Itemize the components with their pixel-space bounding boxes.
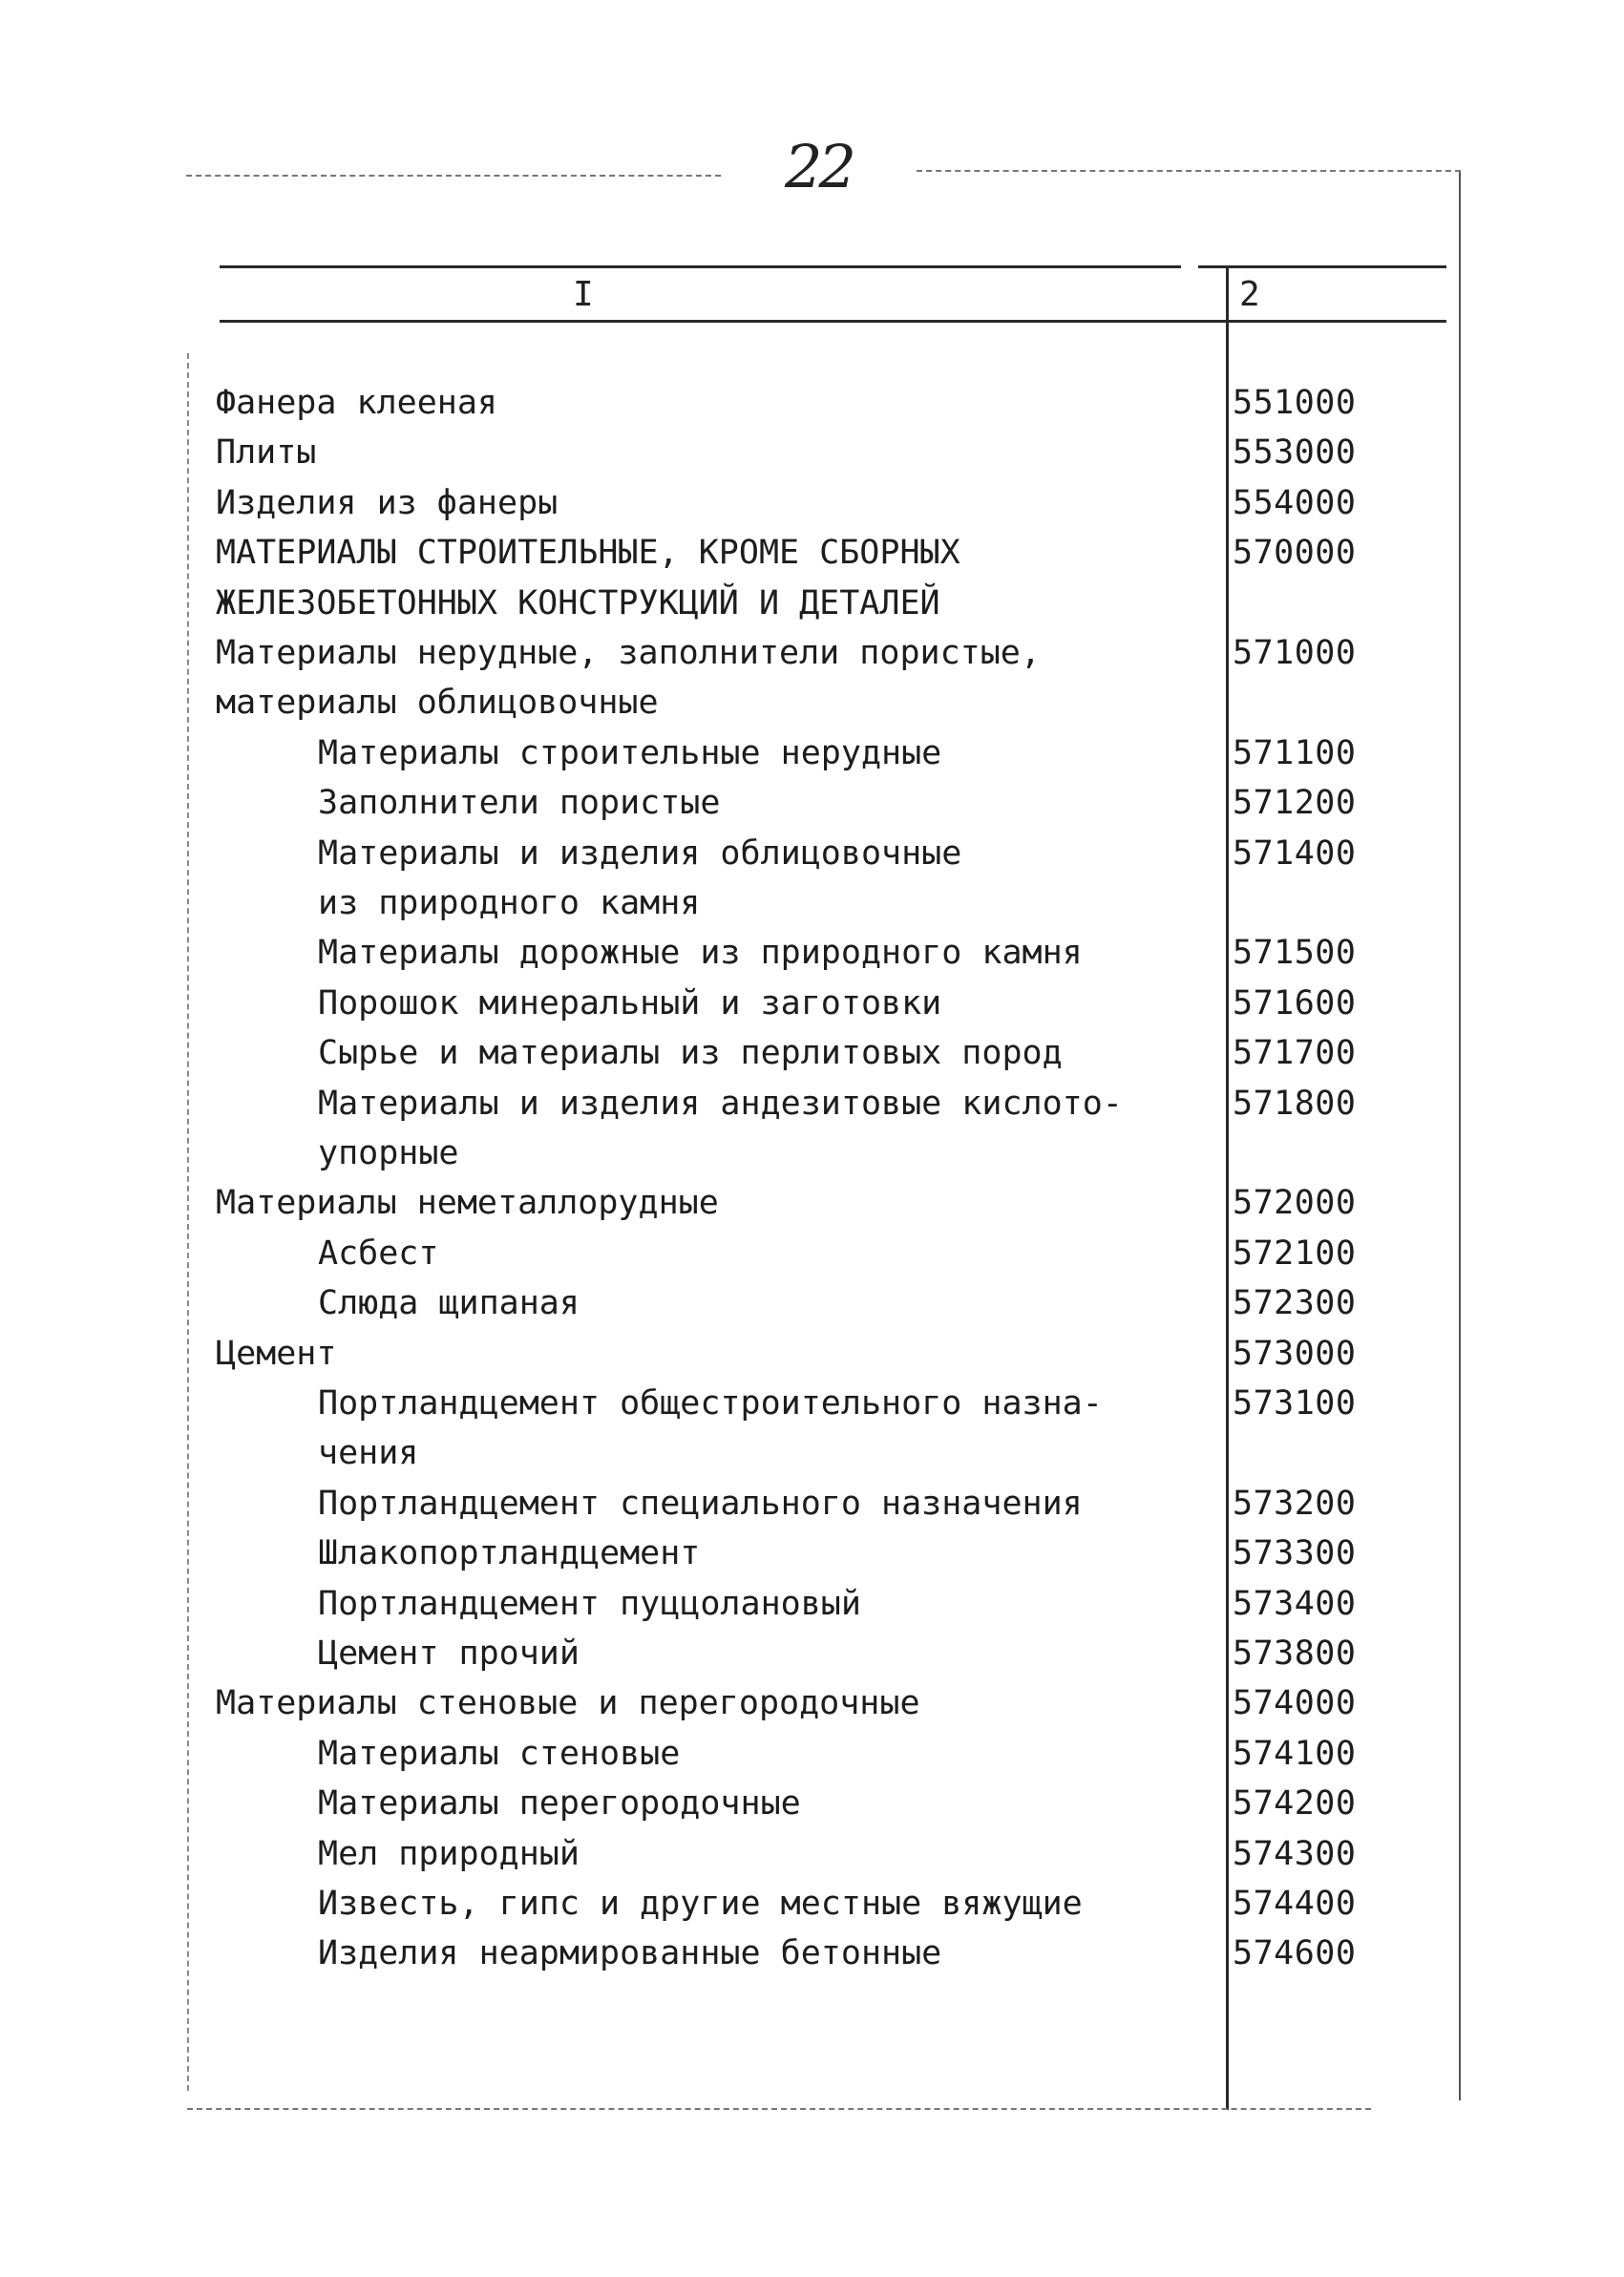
- row-name: Известь, гипс и другие местные вяжущие: [318, 1885, 1083, 1923]
- table-row: [0, 1079, 1624, 1128]
- row-code: 572300: [1233, 1284, 1357, 1323]
- row-code: 571200: [1233, 784, 1357, 823]
- row-name: Цемент: [216, 1334, 337, 1373]
- table-row: [0, 1629, 1624, 1678]
- table-row: [0, 1779, 1624, 1828]
- table-row: [0, 1529, 1624, 1578]
- row-code: 573800: [1233, 1634, 1357, 1673]
- row-name: Материалы дорожные из природного камня: [318, 934, 1083, 973]
- row-code: 572100: [1233, 1233, 1357, 1273]
- row-code: 573300: [1233, 1534, 1357, 1573]
- row-name: Фанера клееная: [216, 384, 498, 422]
- table-row: [0, 1178, 1624, 1228]
- table-row: [0, 1229, 1624, 1278]
- row-code: 573000: [1233, 1334, 1357, 1373]
- row-name: упорные: [318, 1134, 459, 1172]
- table-row: [0, 1028, 1624, 1078]
- table-row: [0, 478, 1624, 528]
- row-name: Материалы стеновые и перегородочные: [216, 1684, 920, 1723]
- table-row: [0, 1879, 1624, 1929]
- table-row: [0, 1278, 1624, 1328]
- table-row: [0, 979, 1624, 1028]
- table-row: [0, 378, 1624, 428]
- table-row: [0, 1479, 1624, 1529]
- row-code: 572000: [1233, 1184, 1357, 1223]
- row-name: Портландцемент пуццолановый: [318, 1584, 861, 1623]
- row-name: Слюда щипаная: [318, 1284, 580, 1323]
- row-name: Сырье и материалы из перлитовых пород: [318, 1034, 1063, 1073]
- row-code: 571800: [1233, 1084, 1357, 1123]
- row-name: МАТЕРИАЛЫ СТРОИТЕЛЬНЫЕ, КРОМЕ СБОРНЫХ: [216, 534, 960, 573]
- row-name: Изделия неармированные бетонные: [318, 1934, 942, 1973]
- row-name: Изделия из фанеры: [216, 483, 559, 522]
- row-name: Шлакопортландцемент: [318, 1534, 701, 1573]
- row-name: материалы облицовочные: [216, 684, 659, 723]
- table-row: [0, 778, 1624, 828]
- table-row: [0, 1579, 1624, 1629]
- row-code: 551000: [1233, 384, 1357, 422]
- row-code: 574100: [1233, 1734, 1357, 1773]
- bottom-dashed-line: [187, 2108, 1371, 2110]
- row-name: Материалы строительные нерудные: [318, 733, 942, 772]
- row-code: 571400: [1233, 833, 1357, 873]
- top-dashed-line-right: [917, 170, 1461, 172]
- table-row: [0, 728, 1624, 778]
- row-code: 573200: [1233, 1484, 1357, 1523]
- row-code: 573400: [1233, 1584, 1357, 1623]
- row-code: 571700: [1233, 1034, 1357, 1073]
- row-name: Материалы и изделия облицовочные: [318, 833, 962, 873]
- row-code: 571100: [1233, 733, 1357, 772]
- table-row: [0, 1379, 1624, 1428]
- row-name: Материалы нерудные, заполнители пористые,: [216, 634, 1041, 672]
- row-code: 553000: [1233, 433, 1357, 473]
- table-row: [0, 1929, 1624, 1978]
- row-code: 571600: [1233, 983, 1357, 1023]
- header-top-rule-right: [1198, 265, 1446, 268]
- row-code: 574400: [1233, 1885, 1357, 1923]
- row-name: Портландцемент общестроительного назна-: [318, 1384, 1103, 1423]
- page-number: 22: [785, 132, 853, 201]
- row-name: Плиты: [216, 433, 317, 473]
- table-row: [0, 528, 1624, 578]
- row-code: 571000: [1233, 634, 1357, 672]
- row-name: Цемент прочий: [318, 1634, 580, 1673]
- table-row: [0, 1729, 1624, 1779]
- row-name: из природного камня: [318, 884, 701, 922]
- row-name: Материалы и изделия андезитовые кислото-: [318, 1084, 1123, 1123]
- table-row: [0, 928, 1624, 978]
- row-code: 574600: [1233, 1934, 1357, 1973]
- row-code: 573100: [1233, 1384, 1357, 1423]
- row-name: Портландцемент специального назначения: [318, 1484, 1083, 1523]
- header-top-rule-left: [220, 265, 1181, 268]
- row-name: Асбест: [318, 1233, 439, 1273]
- table-row: [0, 1128, 1624, 1178]
- table-row: [0, 1329, 1624, 1379]
- top-dashed-line-left: [186, 175, 721, 177]
- row-code: 574200: [1233, 1784, 1357, 1824]
- row-code: 574300: [1233, 1834, 1357, 1873]
- row-name: Материалы стеновые: [318, 1734, 681, 1773]
- table-row: [0, 829, 1624, 878]
- row-code: 570000: [1233, 534, 1357, 573]
- row-name: Порошок минеральный и заготовки: [318, 983, 942, 1023]
- column-header-1: I: [573, 275, 594, 314]
- table-row: [0, 1829, 1624, 1879]
- row-name: ЖЕЛЕЗОБЕТОННЫХ КОНСТРУКЦИЙ И ДЕТАЛЕЙ: [216, 583, 940, 622]
- row-code: 571500: [1233, 934, 1357, 973]
- column-header-2: 2: [1239, 275, 1260, 314]
- table-row: [0, 628, 1624, 678]
- row-name: Заполнители пористые: [318, 784, 721, 823]
- table-row: [0, 1678, 1624, 1728]
- row-name: Мел природный: [318, 1834, 580, 1873]
- table-row: [0, 428, 1624, 477]
- table-row: [0, 878, 1624, 928]
- row-name: чения: [318, 1434, 419, 1473]
- row-code: 554000: [1233, 483, 1357, 522]
- table-row: [0, 678, 1624, 727]
- row-code: 574000: [1233, 1684, 1357, 1723]
- header-bottom-rule: [220, 320, 1446, 323]
- row-name: Материалы перегородочные: [318, 1784, 801, 1824]
- table-row: [0, 579, 1624, 628]
- row-name: Материалы неметаллорудные: [216, 1184, 719, 1223]
- table-row: [0, 1428, 1624, 1478]
